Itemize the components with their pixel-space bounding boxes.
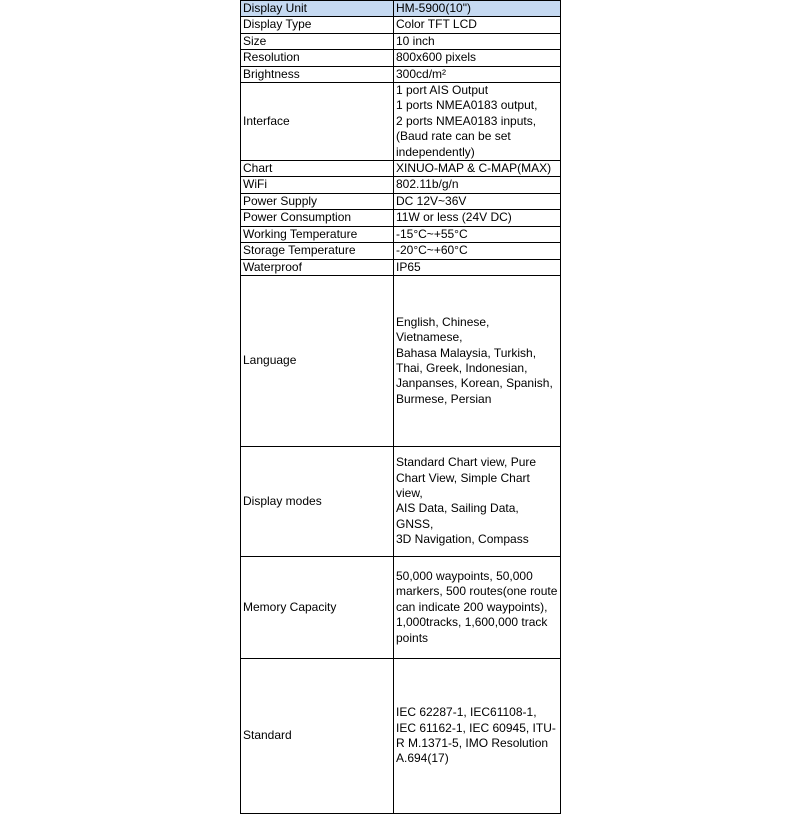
table-row [241,177,561,193]
spec-value-cell: -20°C~+60°C [394,243,561,259]
table-row [241,275,561,446]
spec-value-cell: 11W or less (24V DC) [394,210,561,226]
spec-label-cell: Working Temperature [241,226,394,242]
spec-value-cell: Color TFT LCD [394,17,561,33]
table-row [241,658,561,813]
spec-label-cell: Display Type [241,17,394,33]
spec-label-cell: Resolution [241,50,394,66]
table-row [241,446,561,556]
table-row [241,161,561,177]
table-row [241,210,561,226]
spec-label-cell: Standard [241,658,394,813]
spec-value-cell: 1 port AIS Output 1 ports NMEA0183 output, 2 ports NMEA0183 inputs, (Baud rate can be set independently) [394,83,561,161]
table-row [241,259,561,275]
header-label-cell: Display Unit [241,1,394,17]
table-row [241,50,561,66]
spec-table [240,0,561,814]
spec-value-cell: -15°C~+55°C [394,226,561,242]
spec-value-cell: 802.11b/g/n [394,177,561,193]
spec-value-cell: 10 inch [394,33,561,49]
spec-label-cell: Interface [241,83,394,161]
spec-label-cell: Power Supply [241,193,394,209]
table-row [241,556,561,658]
spec-label-cell: Memory Capacity [241,556,394,658]
table-row [241,243,561,259]
table-row [241,17,561,33]
spec-value-cell: XINUO-MAP & C-MAP(MAX) [394,161,561,177]
spec-label-cell: Power Consumption [241,210,394,226]
spec-value-cell: DC 12V~36V [394,193,561,209]
spec-value-cell: 300cd/m² [394,66,561,82]
spec-label-cell: Storage Temperature [241,243,394,259]
spec-label-cell: Size [241,33,394,49]
spec-value-cell: IP65 [394,259,561,275]
spec-value-cell: English, Chinese, Vietnamese, Bahasa Malaysia, Turkish, Thai, Greek, Indonesian, Janpanses, Korean, Spanish, Burmese, Persian [394,275,561,446]
table-row [241,193,561,209]
table-row [241,83,561,161]
table-row [241,66,561,82]
spec-value-cell: IEC 62287-1, IEC61108-1, IEC 61162-1, IEC 60945, ITU- R M.1371-5, IMO Resolution A.694(17) [394,658,561,813]
header-value-cell: HM-5900(10") [394,1,561,17]
table-row [241,33,561,49]
table-row [241,226,561,242]
spec-label-cell: Brightness [241,66,394,82]
spec-value-cell: 800x600 pixels [394,50,561,66]
spec-label-cell: Language [241,275,394,446]
table-header-row [241,1,561,17]
spec-value-cell: 50,000 waypoints, 50,000 markers, 500 routes(one route can indicate 200 waypoints), 1,000tracks, 1,600,000 track points [394,556,561,658]
spec-value-cell: Standard Chart view, Pure Chart View, Simple Chart view, AIS Data, Sailing Data, GNSS, 3D Navigation, Compass [394,446,561,556]
spec-label-cell: Display modes [241,446,394,556]
spec-label-cell: Waterproof [241,259,394,275]
spec-label-cell: WiFi [241,177,394,193]
spec-label-cell: Chart [241,161,394,177]
